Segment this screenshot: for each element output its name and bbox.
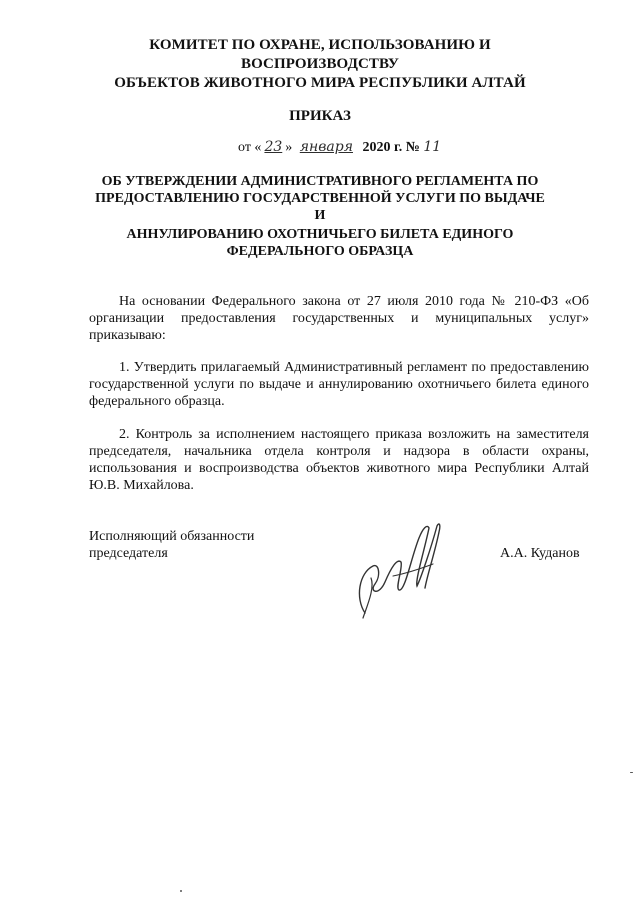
order-number: 11 <box>423 139 442 155</box>
title-line-2: ПРЕДОСТАВЛЕНИЮ ГОСУДАРСТВЕННОЙ УСЛУГИ ПО ВЫДАЧЕ <box>95 191 545 206</box>
doc-type: ПРИКАЗ <box>289 108 351 124</box>
item-2-paragraph: 2. Контроль за исполнением настоящего приказа возложить на заместителя председателя, начальника отдела контроля и надзора в области охраны, использования и воспроизводства объектов животного мира Республики Алтай Ю.В. Михайлова. <box>89 427 589 493</box>
date-prefix: от « <box>238 140 262 155</box>
header-line-3: ОБЪЕКТОВ ЖИВОТНОГО МИРА РЕСПУБЛИКИ АЛТАЙ <box>114 75 526 91</box>
signatory-position <box>89 528 254 562</box>
signatory-name: А.А. Куданов <box>500 546 580 561</box>
header-line-1: КОМИТЕТ ПО ОХРАНЕ, ИСПОЛЬЗОВАНИЮ И <box>149 37 491 53</box>
title-line-3: И <box>314 208 326 223</box>
item-1-paragraph: 1. Утвердить прилагаемый Административный регламент по предоставлению государственной услуги по выдаче и аннулированию охотничьего билета единого федерального образца. <box>89 360 589 409</box>
scan-speck <box>180 890 182 892</box>
date-line <box>238 138 441 157</box>
position-line-1: Исполняющий обязанности <box>89 529 255 544</box>
title-line-1: ОБ УТВЕРЖДЕНИИ АДМИНИСТРАТИВНОГО РЕГЛАМЕНТА ПО <box>101 174 539 189</box>
date-year: 2020 г. № <box>362 140 420 155</box>
scan-speck <box>630 772 633 773</box>
preamble-paragraph: На основании Федерального закона от 27 июля 2010 года № 210-ФЗ «Об организации предоставления государственных и муниципальных услуг» приказываю: <box>89 294 589 343</box>
title-line-4: АННУЛИРОВАНИЮ ОХОТНИЧЬЕГО БИЛЕТА ЕДИНОГО <box>126 227 514 242</box>
position-line-2: председателя <box>89 546 168 561</box>
header-line-2: ВОСПРОИЗВОДСТВУ <box>240 56 400 72</box>
date-month: января <box>299 139 353 155</box>
handwritten-signature <box>345 518 455 623</box>
title-line-5: ФЕДЕРАЛЬНОГО ОБРАЗЦА <box>226 244 414 259</box>
date-mid: » <box>285 140 293 155</box>
date-day: 23 <box>264 139 283 155</box>
